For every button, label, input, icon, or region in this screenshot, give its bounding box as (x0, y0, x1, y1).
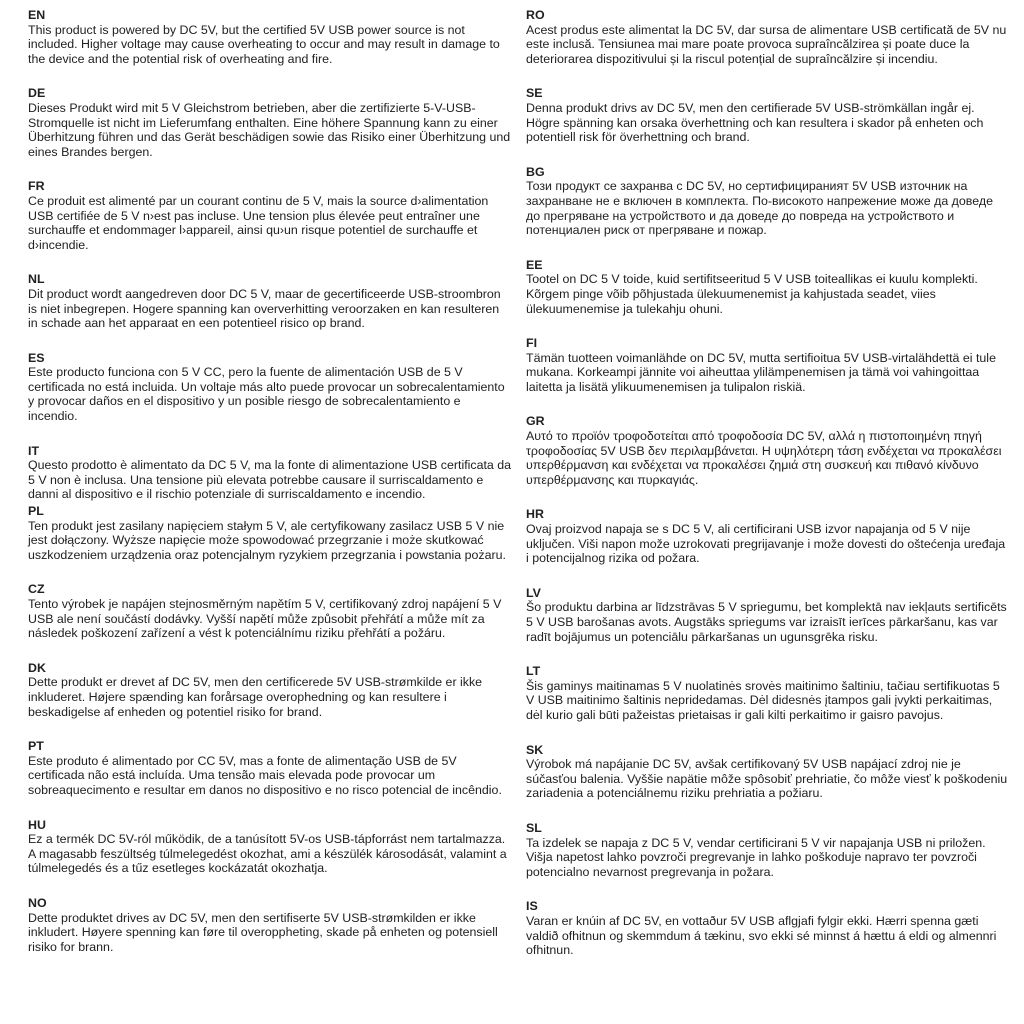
notice-text: Este produto é alimentado por CC 5V, mas a fonte de alimentação USB de 5V certificada não está incluída. Uma tensão mais elevada pode provocar um sobreaquecimento e resultar em danos no dispositivo e no risco potencial de incêndio. (28, 753, 502, 797)
notice-text: Този продукт се захранва с DC 5V, но сертифицираният 5V USB източник на захранване не е включен в комплекта. По-високото напрежение може да доведе до прегряване на устройството и да доведе до повреда на устройството и потенциален риск от прегряване и пожар. (526, 179, 993, 238)
language-code: HU (28, 817, 46, 832)
language-code: NO (28, 895, 47, 910)
notice-text: Ten produkt jest zasilany napięciem stałym 5 V, ale certyfikowany zasilacz USB 5 V nie jest dołączony. Wyższe napięcie może spowodować przegrzanie i może skutkować uszkodzeniem urządzenia oraz potencjalnym ryzykiem przegrzania i powstania pożaru. (28, 518, 506, 562)
right-column (526, 8, 1010, 1024)
notice-text: Varan er knúin af DC 5V, en vottaður 5V USB aflgjafi fylgir ekki. Hærri spenna gæti valdið ofhitnun og skemmdum á tækinu, svo ekki sé minnst á hættu á eldi og almennri ofhitnun. (526, 913, 997, 958)
language-section-gr (526, 414, 1010, 487)
language-code: HR (526, 507, 544, 522)
notice-text: Šis gaminys maitinamas 5 V nuolatinės srovės maitinimo šaltiniu, tačiau sertifikuotas 5 V USB maitinimo šaltinis nepridedamas. Dėl didesnės įtampos gali įvykti perkaitimas, dėl kurio gali būti pažeistas prietaisas ir gali kilti perkaitimo ir gaisro pavojus. (526, 678, 1000, 722)
language-code: LV (526, 585, 541, 600)
language-code: CZ (28, 582, 45, 597)
notice-text: Dette produktet drives av DC 5V, men den sertifiserte 5V USB-strømkilden er ikke inkludert. Høyere spenning kan føre til overoppheting, skade på enheten og potensiell risiko for brann. (28, 910, 498, 954)
notice-text: Este producto funciona con 5 V CC, pero la fuente de alimentación USB de 5 V certificada no está incluida. Un voltaje más alto puede provocar un sobrecalentamiento y provocar daños en el dispositivo y un posible riesgo de sobrecalentamiento e incendio. (28, 365, 505, 424)
language-code: LT (526, 664, 541, 679)
language-code: PT (28, 739, 44, 754)
language-section-sk (526, 743, 1010, 801)
notice-text: Questo prodotto è alimentato da DC 5 V, ma la fonte di alimentazione USB certificata da 5 V non è inclusa. Una tensione più elevata potrebbe causare il surriscaldamento e danni al dispositivo e il rischio potenziale di surriscaldamento e incendio. (28, 458, 512, 502)
language-section-no (28, 896, 512, 954)
notice-text: Αυτό το προϊόν τροφοδοτείται από τροφοδοσία DC 5V, αλλά η πιστοποιημένη πηγή τροφοδοσίας 5V USB δεν περιλαμβάνεται. Η υψηλότερη τάση ενδέχεται να προκαλέσει υπερθέρμανση και ενδέχεται να προκαλέσει ζημιά στη συσκευή και πιθανό κίνδυνο υπερθέρμανσης και πυρκαγιάς. (526, 429, 1002, 487)
language-section-fi (526, 336, 1010, 394)
language-section-hr (526, 507, 1010, 565)
notice-text: Dette produkt er drevet af DC 5V, men den certificerede 5V USB-strømkilde er ikke inkluderet. Højere spænding kan forårsage overophedning og kan resultere i beskadigelse af enheden og potentiel risiko for brand. (28, 675, 483, 719)
language-code: IS (526, 899, 538, 914)
language-section-nl (28, 272, 512, 330)
notice-text: Denna produkt drivs av DC 5V, men den certifierade 5V USB-strömkällan ingår ej. Högre spänning kan orsaka överhettning och kan resultera i skador på enheten och potentiell risk för överhettning och brand. (526, 100, 984, 145)
language-section-pt (28, 739, 512, 797)
language-section-cz (28, 582, 512, 640)
language-code: EN (28, 8, 46, 22)
language-code: FI (526, 336, 538, 351)
language-section-en (28, 8, 512, 66)
language-code: SL (526, 820, 542, 835)
notice-text: Tämän tuotteen voimanlähde on DC 5V, mutta sertifioitua 5V USB-virtalähdettä ei tule mukana. Korkeampi jännite voi aiheuttaa ylilämpenemisen ja tämä voi vahingoittaa laitetta ja lisätä ylikuumenemisen ja tulipalon riskiä. (526, 350, 996, 394)
language-code: NL (28, 272, 45, 287)
notice-text: Šo produktu darbina ar līdzstrāvas 5 V spriegumu, bet komplektā nav iekļauts sertificēts 5 V USB barošanas avots. Augstāks spriegums var izraisīt ierīces pārkaršanu, kas var radīt bojājumus un potenciālu pārkaršanas un ugunsgrēka risku. (526, 600, 1007, 644)
language-code: BG (526, 164, 545, 179)
language-code: RO (526, 8, 545, 22)
notice-text: Ez a termék DC 5V-ról működik, de a tanúsított 5V-os USB-tápforrást nem tartalmazza. A magasabb feszültség túlmelegedést okozhat, ami a készülék károsodását, valamint a túlmelegedés és a tűz esetleges kockázatát okozhatja. (28, 832, 507, 876)
language-section-is (526, 899, 1010, 957)
language-section-hu (28, 818, 512, 876)
notice-text: Tootel on DC 5 V toide, kuid sertifitseeritud 5 V USB toiteallikas ei kuulu komplekti. Kõrgem pinge võib põhjustada ülekuumenemist ja kahjustada seadet, viies ülekuumenemise ja tulekahju ohuni. (526, 272, 978, 316)
language-section-se (526, 86, 1010, 144)
left-column (28, 8, 512, 1024)
language-code: DE (28, 86, 46, 101)
notice-text: Ta izdelek se napaja z DC 5 V, vendar certificirani 5 V vir napajanja USB ni priložen. Višja napetost lahko povzroči pregrevanje in lahko poškoduje napravo ter povzroči potencialno nevarnost pregrevanja in požara. (526, 835, 986, 879)
notice-text: Výrobok má napájanie DC 5V, avšak certifikovaný 5V USB napájací zdroj nie je súčasťou balenia. Vyššie napätie môže spôsobiť prehriatie, čo môže viesť k poškodeniu zariadenia a potenciálnemu riziku prehriatia a požiaru. (526, 757, 1008, 801)
notice-text: Dieses Produkt wird mit 5 V Gleichstrom betrieben, aber die zertifizierte 5-V-USB-Stromquelle ist nicht im Lieferumfang enthalten. Eine höhere Spannung kann zu einer Überhitzung führen und das Gerät beschädigen sowie das Risiko einer Überhitzung und eines Brandes bergen. (28, 100, 511, 159)
language-section-lv (526, 586, 1010, 644)
language-section-it (28, 444, 512, 502)
notice-text: Ce produit est alimenté par un courant continu de 5 V, mais la source d›alimentation USB certifiée de 5 V n›est pas incluse. Une tension plus élevée peut entraîner une surchauffe et endommager l›appareil, ainsi qu›un risque potentiel de surchauffe et d›incendie. (28, 193, 489, 252)
language-section-lt (526, 664, 1010, 722)
language-code: SE (526, 86, 543, 101)
language-section-ee (526, 258, 1010, 316)
language-code: EE (526, 257, 543, 272)
language-code: GR (526, 414, 545, 429)
notice-text: This product is powered by DC 5V, but the certified 5V USB power source is not included. Higher voltage may cause overheating to occur and may result in damage to the device and the potential risk of overheating and fire. (28, 22, 500, 66)
notice-text: Ovaj proizvod napaja se s DC 5 V, ali certificirani USB izvor napajanja od 5 V nije uključen. Viši napon može uzrokovati pregrijavanje i može dovesti do oštećenja uređaja i potencijalnog rizika od požara. (526, 522, 1006, 566)
language-code: DK (28, 660, 46, 675)
language-section-bg (526, 165, 1010, 238)
language-code: PL (28, 504, 44, 519)
language-section-sl (526, 821, 1010, 879)
notice-text: Tento výrobek je napájen stejnosměrným napětím 5 V, certifikovaný zdroj napájení 5 V USB ale není součástí dodávky. Vyšší napětí může způsobit přehřátí a může mít za následek poškození zařízení a vést k potenciálnímu riziku přehřátí a požáru. (28, 597, 502, 641)
language-section-de (28, 86, 512, 159)
notice-text: Acest produs este alimentat la DC 5V, dar sursa de alimentare USB certificată de 5V nu este inclusă. Tensiunea mai mare poate provoca supraîncălzirea și poate duce la deteriorarea dispozitivului și la riscul potențial de supraîncălzire și incendiu. (526, 22, 1007, 66)
language-code: IT (28, 443, 40, 458)
language-section-pl (28, 504, 512, 562)
language-code: SK (526, 742, 544, 757)
language-code: FR (28, 179, 45, 194)
language-code: ES (28, 350, 45, 365)
language-section-fr (28, 179, 512, 252)
notice-text: Dit product wordt aangedreven door DC 5 V, maar de gecertificeerde USB-stroombron is niet inbegrepen. Hogere spanning kan oververhitting veroorzaken en kan resulteren in schade aan het apparaat en een potentieel risico op brand. (28, 286, 501, 331)
language-section-ro (526, 8, 1010, 66)
language-section-dk (28, 661, 512, 719)
language-section-es (28, 351, 512, 424)
